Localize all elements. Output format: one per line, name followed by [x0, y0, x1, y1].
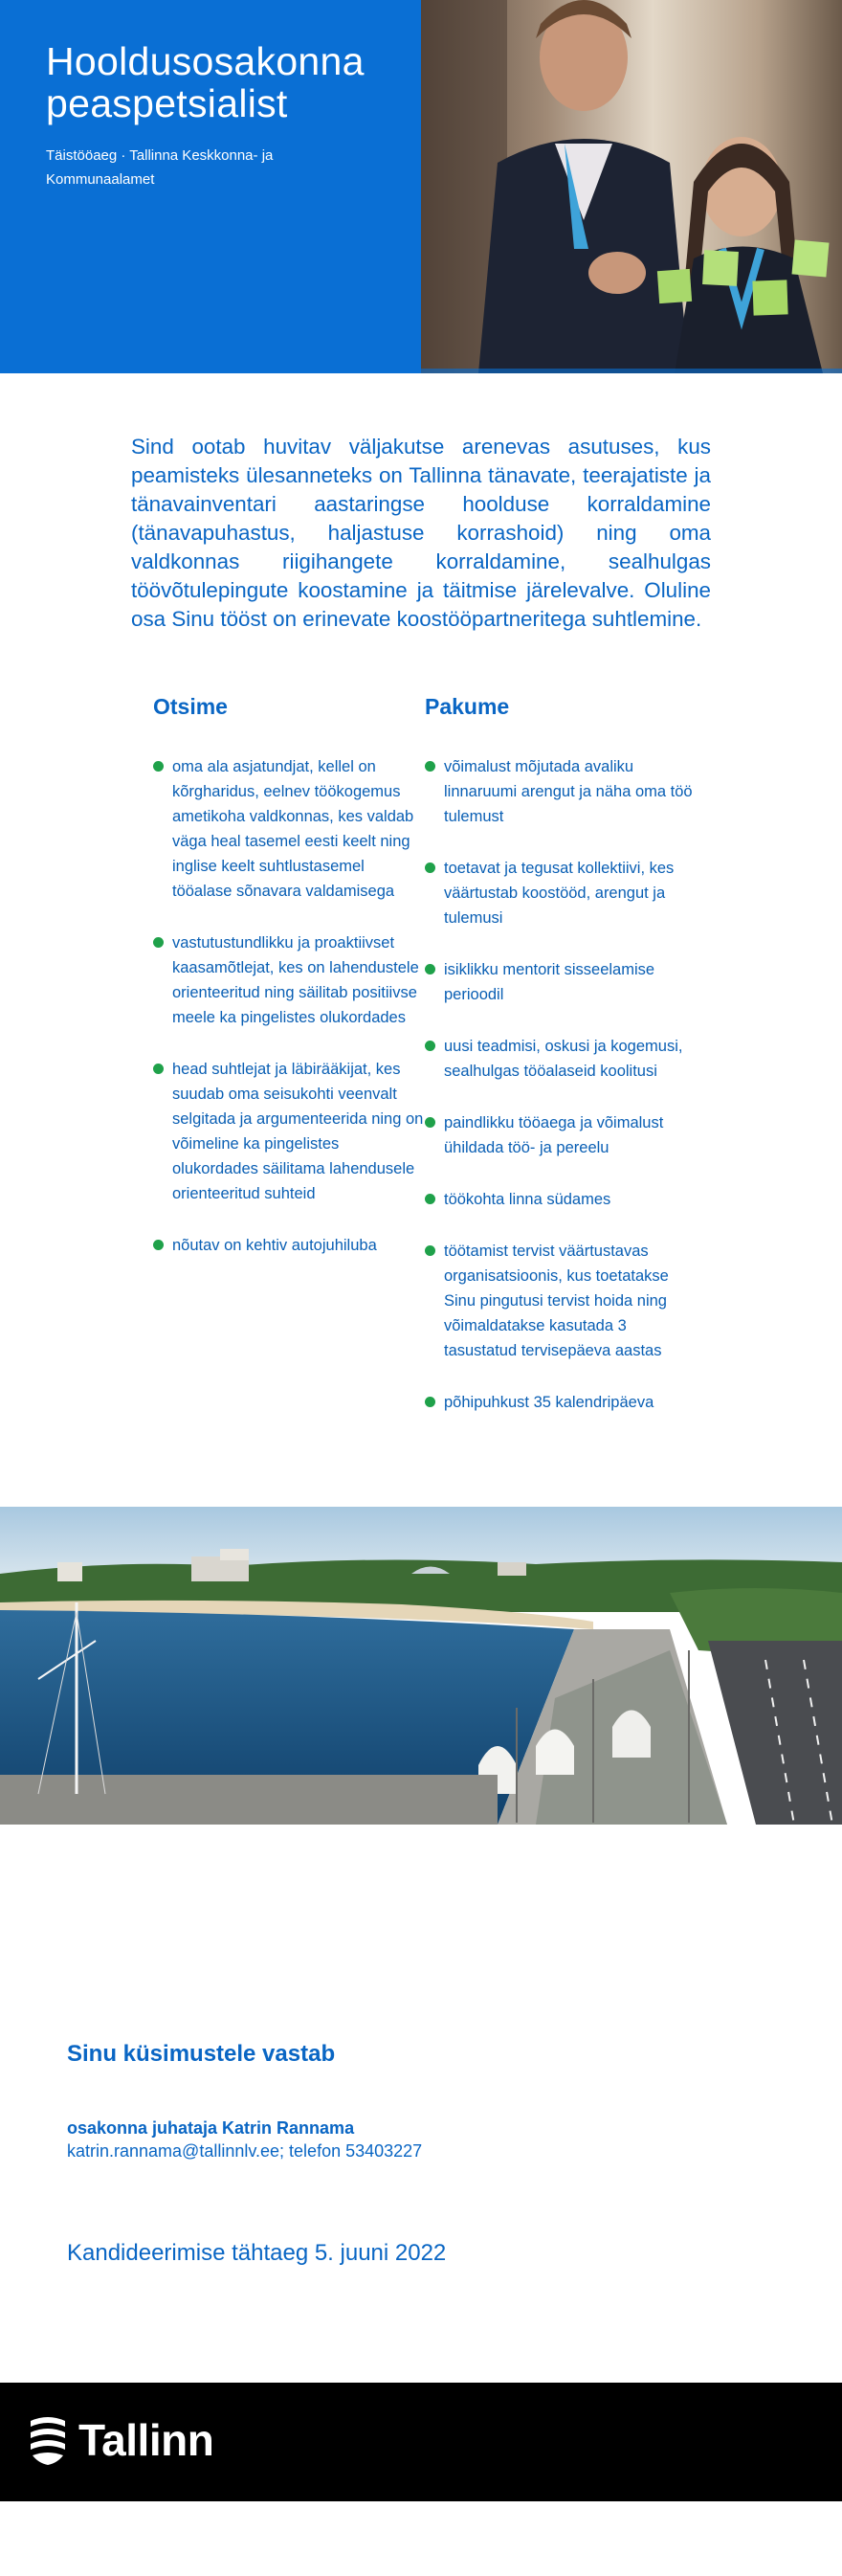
- list-item-text: võimalust mõjutada avaliku linnaruumi arengut ja näha oma töö tulemust: [444, 758, 693, 825]
- offering-column: [425, 693, 697, 1442]
- list-item: [425, 856, 697, 930]
- bullet-dot-icon: [153, 761, 164, 772]
- bullet-dot-icon: [425, 862, 435, 873]
- list-item: [425, 1034, 697, 1084]
- tallinn-logo[interactable]: [29, 2411, 213, 2469]
- list-item: [153, 930, 425, 1030]
- bullet-dot-icon: [425, 1041, 435, 1051]
- application-deadline: Kandideerimise tähtaeg 5. juuni 2022: [67, 2240, 447, 2266]
- tallinn-seaside-photo: [0, 1507, 842, 1825]
- list-item-text: paindlikku tööaega ja võimalust ühildada töö- ja pereelu: [444, 1114, 664, 1156]
- list-item-text: vastutustundlikku ja proaktiivset kaasamõtlejat, kes on lahendustele orienteeritud ning säilitab positiivse meele ka pingelistes olukordades: [172, 934, 419, 1026]
- bullet-dot-icon: [153, 937, 164, 948]
- intro-section: [0, 373, 842, 634]
- seeking-title: Otsime: [153, 694, 228, 719]
- bullet-dot-icon: [425, 1245, 435, 1256]
- contact-person: osakonna juhataja Katrin Rannama: [67, 2118, 355, 2138]
- list-item-text: uusi teadmisi, oskusi ja kogemusi, sealhulgas tööalaseid koolitusi: [444, 1038, 683, 1080]
- list-item: [153, 1233, 425, 1258]
- offering-list: [425, 754, 697, 1415]
- bullet-dot-icon: [153, 1064, 164, 1074]
- header-title-panel: [0, 0, 421, 373]
- list-item-text: head suhtlejat ja läbirääkijat, kes suudab oma seisukohti veenvalt selgitada ja argumenteerida ning on võimeline ka pingelistes olukordades säilitama lahendusele orienteeritud suhteid: [172, 1061, 424, 1202]
- list-item: [425, 754, 697, 829]
- tallinn-crest-icon: [29, 2415, 67, 2465]
- page-header: [0, 0, 842, 373]
- list-item-text: töötamist tervist väärtustavas organisatsioonis, kus toetatakse Sinu pingutusi tervist hoida ning võimaldatakse kasutada 3 tasustatud tervisepäeva aastas: [444, 1243, 669, 1359]
- list-item-text: isiklikku mentorit sisseelamise perioodil: [444, 961, 655, 1003]
- bullet-dot-icon: [153, 1240, 164, 1250]
- list-item: [153, 754, 425, 904]
- job-subtitle: Täistööaeg · Tallinna Keskkonna- ja Kommunaalamet: [46, 147, 274, 188]
- list-item-text: nõutav on kehtiv autojuhiluba: [172, 1237, 377, 1254]
- contact-details[interactable]: katrin.rannama@tallinnlv.ee; telefon 53403227: [67, 2141, 423, 2161]
- list-item-text: oma ala asjatundjat, kellel on kõrgharidus, eelnev töökogemus ametikoha valdkonnas, kes valdab väga heal tasemel eesti keelt ning inglise keelt suhtlustasemel tööalase sõnavara valdamisega: [172, 758, 414, 900]
- bullet-dot-icon: [425, 964, 435, 974]
- list-item-text: toetavat ja tegusat kollektiivi, kes väärtustab koostööd, arengut ja tulemusi: [444, 860, 675, 927]
- logo-text: Tallinn: [78, 2415, 214, 2465]
- offering-title: Pakume: [425, 694, 510, 719]
- header-photo-coworkers: [421, 0, 842, 373]
- list-item-text: töökohta linna südames: [444, 1191, 611, 1208]
- list-item: [425, 1187, 697, 1212]
- contact-title: Sinu küsimustele vastab: [67, 2041, 336, 2067]
- list-item: [425, 1239, 697, 1363]
- list-item-text: põhipuhkust 35 kalendripäeva: [444, 1394, 654, 1411]
- bullet-dot-icon: [425, 1397, 435, 1407]
- page-footer: [0, 2383, 842, 2501]
- list-item: [425, 1110, 697, 1160]
- list-item: [153, 1057, 425, 1206]
- list-item: [425, 957, 697, 1007]
- seeking-list: [153, 754, 425, 1258]
- intro-paragraph: Sind ootab huvitav väljakutse arenevas asutuses, kus peamisteks ülesanneteks on Tallinna tänavate, teerajatiste ja tänavainventari aastaringse hoolduse korraldamine (tänavapuhastus, haljastuse korrashoid) ning oma valdkonnas riigihangete korraldamine, sealhulgas töövõtulepingute koostamine ja täitmise järelevalve. Oluline osa Sinu tööst on erinevate koostööpartneritega suhtlemine.: [131, 435, 711, 631]
- seeking-column: [153, 693, 425, 1442]
- list-item: [425, 1390, 697, 1415]
- job-title: Hooldusosakonna peaspetsialist: [46, 39, 365, 125]
- bullet-dot-icon: [425, 1194, 435, 1204]
- bullet-dot-icon: [425, 1117, 435, 1128]
- requirements-benefits: [0, 634, 842, 1442]
- contact-section: [0, 1825, 842, 2383]
- bullet-dot-icon: [425, 761, 435, 772]
